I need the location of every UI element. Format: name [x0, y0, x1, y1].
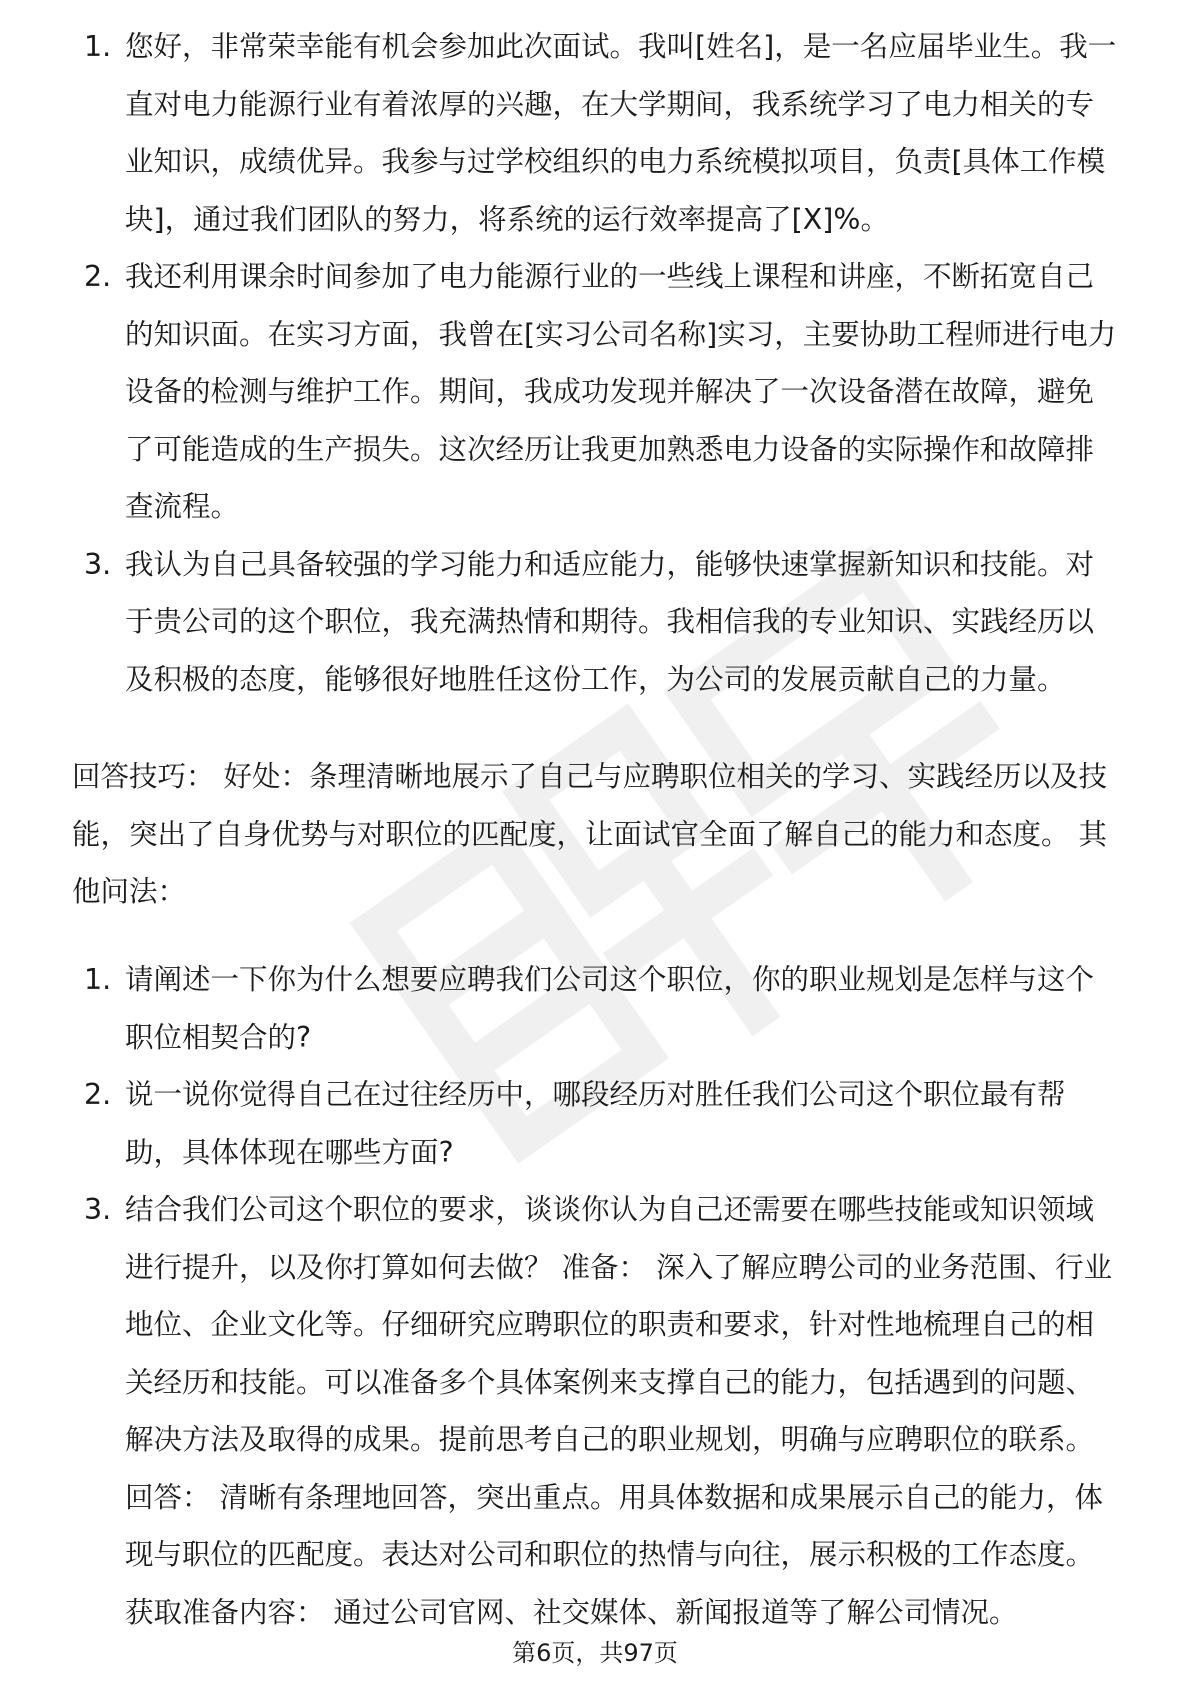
list-number: 1. [84, 30, 112, 63]
list-item [0, 248, 1190, 536]
list-item-text: 说一说你觉得自己在过往经历中，哪段经历对胜任我们公司这个职位最有帮助，具体体现在哪些方面? [125, 1078, 1066, 1169]
list-item [0, 951, 1190, 1066]
list-item-text: 我认为自己具备较强的学习能力和适应能力，能够快速掌握新知识和技能。对于贵公司的这个职位，我充满热情和期待。我相信我的专业知识、实践经历以及积极的态度，能够很好地胜任这份工作，为公司的发展贡献自己的力量。 [125, 547, 1095, 696]
list-number: 2. [84, 1078, 112, 1111]
list-number: 3. [84, 547, 112, 581]
page-number-footer: 第6页，共97页 [512, 1639, 678, 1667]
list-item-text: 我还利用课余时间参加了电力能源行业的一些线上课程和讲座，不断拓宽自己的知识面。在实习方面，我曾在[实习公司名称]实习，主要协助工程师进行电力设备的检测与维护工作。期间，我成功发现并解决了一次设备潜在故障，避免了可能造成的生产损失。这次经历让我更加熟悉电力设备的实际操作和故障排查流程。 [125, 260, 1117, 523]
list-item [0, 1066, 1190, 1181]
list-number: 3. [84, 1193, 112, 1226]
answer-list [0, 18, 1190, 708]
answer-tips-paragraph: 回答技巧： 好处：条理清晰地展示了自己与应聘职位相关的学习、实践经历以及技能，突出了自身优势与对职位的匹配度，让面试官全面了解自己的能力和态度。 其他问法： [72, 760, 1108, 908]
list-item-text: 请阐述一下你为什么想要应聘我们公司这个职位，你的职业规划是怎样与这个职位相契合的? [125, 963, 1095, 1054]
list-item [0, 1181, 1190, 1641]
alternative-questions-list [0, 951, 1190, 1641]
list-item-text: 结合我们公司这个职位的要求，谈谈你认为自己还需要在哪些技能或知识领域进行提升，以及你打算如何去做？ 准备： 深入了解应聘公司的业务范围、行业地位、企业文化等。仔细研究应聘职位的职责和要求，针对性地梳理自己的相关经历和技能。可以准备多个具体案例来支撑自己的能力，包括遇到的问题、解决方法及取得的成果。提前思考自己的职业规划，明确与应聘职位的联系。 回答： 清晰有条理地回答，突出重点。用具体数据和成果展示自己的能力，体现与职位的匹配度。表达对公司和职位的热情与向往，展示积极的工作态度。获取准备内容： 通过公司官网、社交媒体、新闻报道等了解公司情况。 [125, 1193, 1113, 1629]
list-item [0, 536, 1190, 709]
list-item-text: 您好，非常荣幸能有机会参加此次面试。我叫[姓名]，是一名应届毕业生。我一直对电力能源行业有着浓厚的兴趣，在大学期间，我系统学习了电力相关的专业知识，成绩优异。我参与过学校组织的电力系统模拟项目，负责[具体工作模块]，通过我们团队的努力，将系统的运行效率提高了[X]%。 [125, 30, 1117, 236]
list-item [0, 18, 1190, 248]
list-number: 2. [84, 260, 112, 293]
list-number: 1. [84, 963, 112, 996]
